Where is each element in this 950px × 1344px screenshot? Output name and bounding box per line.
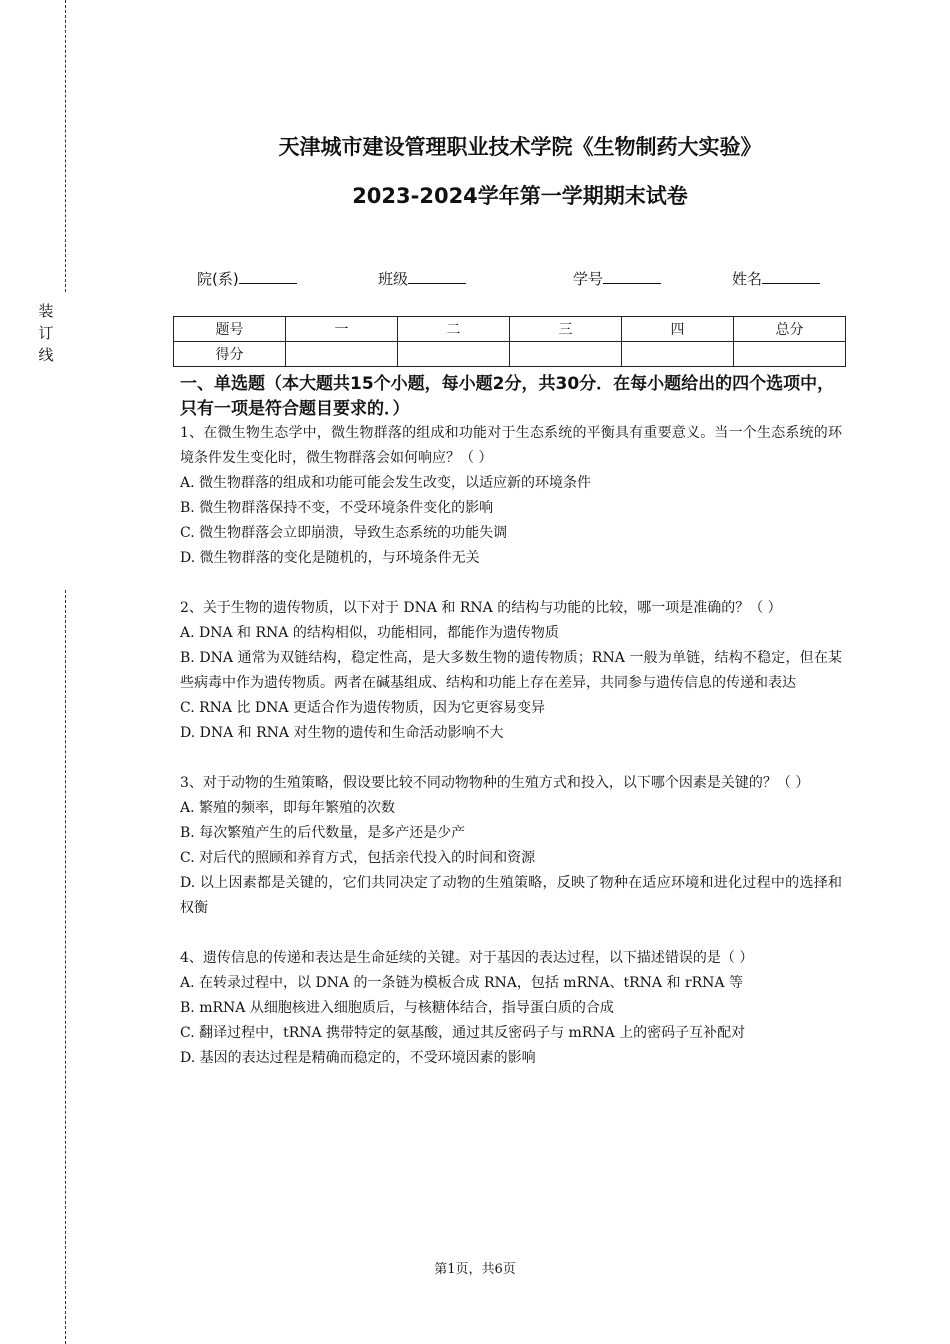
score-cell[interactable] xyxy=(286,342,398,367)
option-b: B. 微生物群落保持不变，不受环境条件变化的影响 xyxy=(180,500,494,516)
binding-label xyxy=(36,300,56,366)
option-d: D. 微生物群落的变化是随机的，与环境条件无关 xyxy=(180,550,480,566)
score-cell[interactable] xyxy=(398,342,510,367)
header-cell: 四 xyxy=(622,317,734,342)
binding-char: 线 xyxy=(38,346,54,364)
score-cell[interactable] xyxy=(734,342,846,367)
header-cell: 三 xyxy=(510,317,622,342)
question-stem: 2、关于生物的遗传物质，以下对于 DNA 和 RNA 的结构与功能的比较，哪一项是准确的？（ ） xyxy=(180,600,782,616)
header-cell: 一 xyxy=(286,317,398,342)
name-field[interactable] xyxy=(732,268,820,289)
option-c: C. RNA 比 DNA 更适合作为遗传物质，因为它更容易变异 xyxy=(180,700,545,716)
score-label-cell: 得分 xyxy=(174,342,286,367)
binding-char: 订 xyxy=(38,324,54,342)
header-cell: 总分 xyxy=(734,317,846,342)
class-field[interactable] xyxy=(378,268,466,289)
question-stem: 3、对于动物的生殖策略，假设要比较不同动物物种的生殖方式和投入，以下哪个因素是关键的？（ ） xyxy=(180,775,810,791)
option-d: D. 以上因素都是关键的，它们共同决定了动物的生殖策略，反映了物种在适应环境和进化过程中的选择和权衡 xyxy=(180,875,842,916)
option-a: A. 微生物群落的组成和功能可能会发生改变，以适应新的环境条件 xyxy=(180,475,592,491)
option-c: C. 微生物群落会立即崩溃，导致生态系统的功能失调 xyxy=(180,525,508,541)
score-cell[interactable] xyxy=(510,342,622,367)
option-d: D. 基因的表达过程是精确而稳定的，不受环境因素的影响 xyxy=(180,1050,536,1066)
name-blank[interactable] xyxy=(762,269,820,284)
class-blank[interactable] xyxy=(408,269,466,284)
department-blank[interactable] xyxy=(239,269,297,284)
exam-title: 天津城市建设管理职业技术学院《生物制药大实验》 xyxy=(278,135,762,159)
option-b: B. mRNA 从细胞核进入细胞质后，与核糖体结合，指导蛋白质的合成 xyxy=(180,1000,614,1016)
score-table xyxy=(173,316,846,367)
student-id-blank[interactable] xyxy=(603,269,661,284)
option-a: A. DNA 和 RNA 的结构相似，功能相同，都能作为遗传物质 xyxy=(180,625,559,641)
option-c: C. 翻译过程中，tRNA 携带特定的氨基酸，通过其反密码子与 mRNA 上的密码子互补配对 xyxy=(180,1025,746,1041)
department-label: 院(系) xyxy=(197,270,239,288)
score-table-header-row xyxy=(174,317,846,342)
score-table-score-row xyxy=(174,342,846,367)
header-label-cell: 题号 xyxy=(174,317,286,342)
page-footer: 第1页，共6页 xyxy=(434,1262,516,1277)
header-cell: 二 xyxy=(398,317,510,342)
binding-line-bottom xyxy=(65,590,66,1344)
class-label: 班级 xyxy=(378,270,409,288)
binding-line-top xyxy=(65,0,66,292)
option-c: C. 对后代的照顾和养育方式，包括亲代投入的时间和资源 xyxy=(180,850,536,866)
student-id-label: 学号 xyxy=(573,270,604,288)
binding-char: 装 xyxy=(38,302,54,320)
question-3 xyxy=(180,771,842,921)
exam-subtitle: 2023-2024学年第一学期期末试卷 xyxy=(352,184,688,208)
section-heading: 一、单选题（本大题共15个小题，每小题2分，共30分．在每小题给出的四个选项中，只有一项是符合题目要求的．） xyxy=(180,374,835,419)
department-field[interactable] xyxy=(197,268,297,289)
question-1 xyxy=(180,421,842,571)
option-d: D. DNA 和 RNA 对生物的遗传和生命活动影响不大 xyxy=(180,725,504,741)
question-2 xyxy=(180,596,842,746)
option-a: A. 繁殖的频率，即每年繁殖的次数 xyxy=(180,800,396,816)
option-b: B. 每次繁殖产生的后代数量，是多产还是少产 xyxy=(180,825,466,841)
question-list xyxy=(180,421,842,1096)
question-4 xyxy=(180,946,842,1071)
student-id-field[interactable] xyxy=(573,268,661,289)
score-cell[interactable] xyxy=(622,342,734,367)
option-b: B. DNA 通常为双链结构，稳定性高，是大多数生物的遗传物质；RNA 一般为单链，结构不稳定，但在某些病毒中作为遗传物质。两者在碱基组成、结构和功能上存在差异，共同参与遗传信息的传递和表达 xyxy=(180,650,842,691)
option-a: A. 在转录过程中，以 DNA 的一条链为模板合成 RNA，包括 mRNA、tRNA 和 rRNA 等 xyxy=(180,975,743,991)
question-stem: 4、遗传信息的传递和表达是生命延续的关键。对于基因的表达过程，以下描述错误的是（ ） xyxy=(180,950,754,966)
question-stem: 1、在微生物生态学中，微生物群落的组成和功能对于生态系统的平衡具有重要意义。当一个生态系统的环境条件发生变化时，微生物群落会如何响应？（ ） xyxy=(180,425,842,466)
name-label: 姓名 xyxy=(732,270,763,288)
